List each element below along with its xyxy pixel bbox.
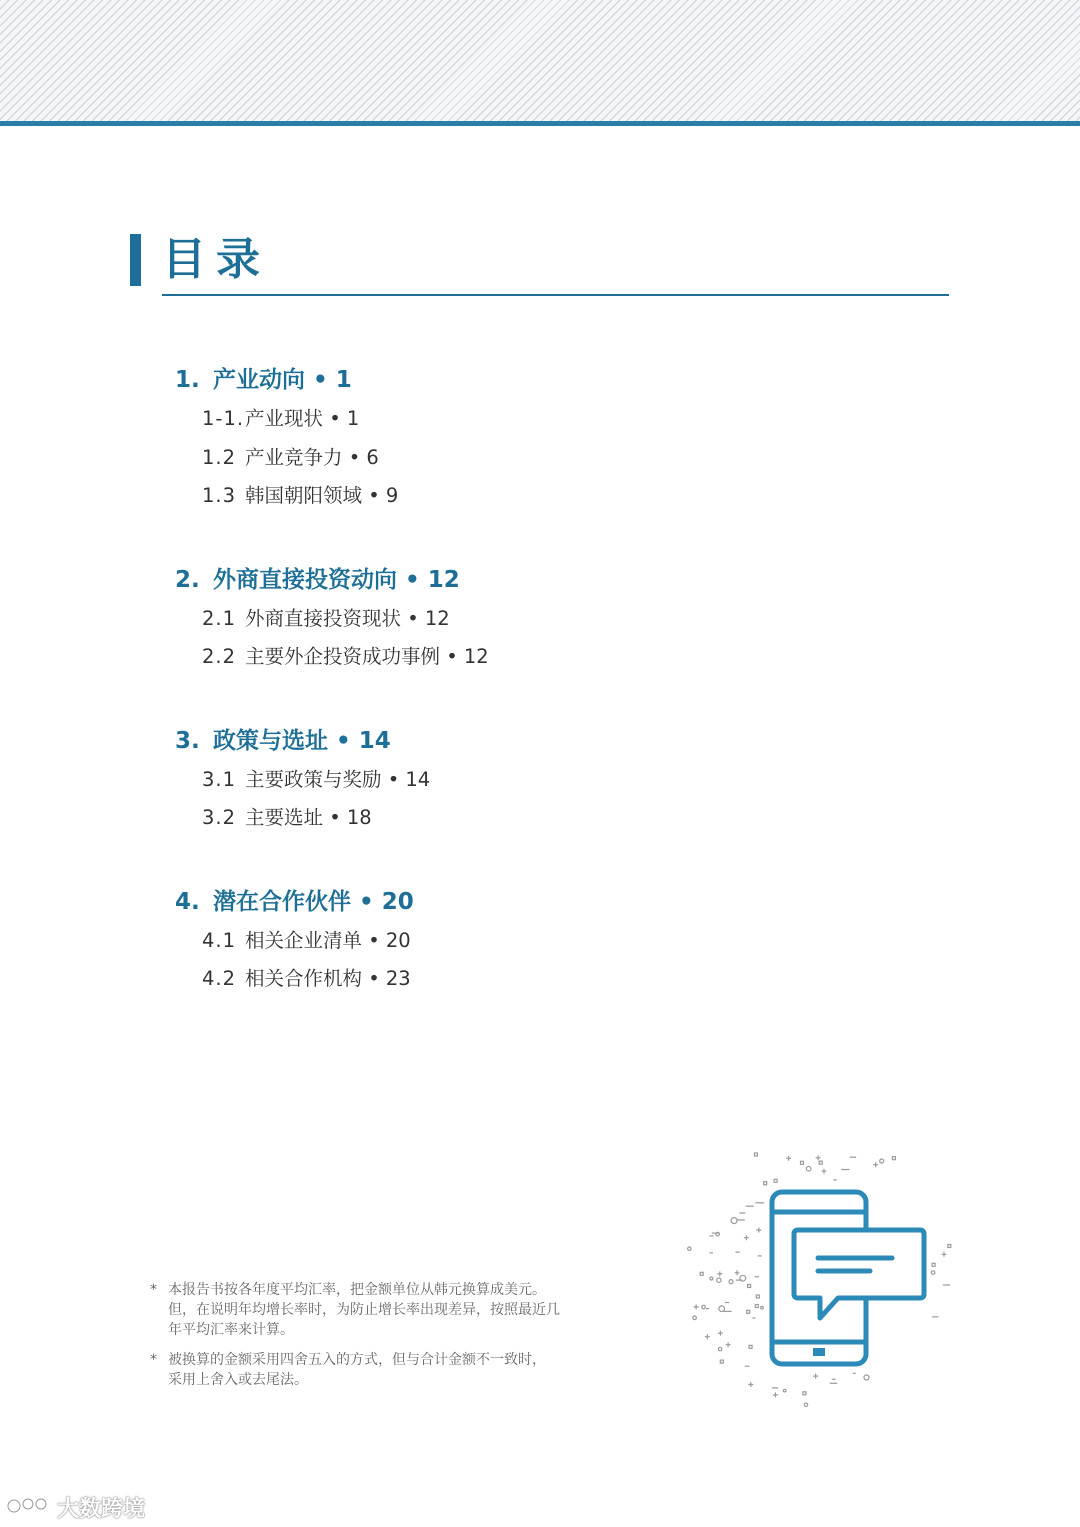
entry-number: 3.1: [202, 767, 237, 791]
entry-title: 韩国朝阳领域 • 9: [245, 484, 399, 507]
chat-bubble-icon: [794, 1230, 924, 1318]
watermark-text: 大数跨境: [57, 1497, 146, 1522]
entry-title: 主要选址 • 18: [245, 806, 372, 829]
decorative-particle: [720, 1360, 723, 1363]
footnote-line: 但，在说明年均增长率时，为防止增长率出现差异，按照最近几: [168, 1302, 560, 1318]
entry-number: 1.3: [202, 484, 237, 507]
decorative-particle: [731, 1218, 737, 1224]
decorative-particle: [726, 1342, 731, 1347]
decorative-particle: [729, 1280, 733, 1284]
decorative-particle: [702, 1305, 706, 1309]
decorative-particle: [819, 1161, 822, 1164]
footnote-marker: *: [150, 1352, 157, 1368]
entry-number: 4.2: [202, 967, 237, 990]
decorative-particle: [719, 1306, 725, 1312]
entry-number: 1.2: [202, 445, 237, 469]
decorative-particle: [705, 1334, 710, 1339]
toc-entry[interactable]: [202, 761, 875, 800]
decorative-particle: [942, 1252, 947, 1257]
decorative-particle: [748, 1382, 753, 1387]
watermark-logo-icon: [6, 1493, 50, 1523]
decorative-particle: [786, 1156, 791, 1161]
decorative-particle: [716, 1232, 720, 1236]
section-number: 4.: [175, 888, 200, 915]
section-heading[interactable]: [175, 560, 875, 600]
decorative-particle: [764, 1182, 767, 1185]
decorative-particle: [931, 1271, 935, 1275]
entry-number: 3.2: [202, 806, 237, 829]
footnote: [150, 1280, 630, 1340]
toc-entry[interactable]: [202, 799, 875, 838]
decorative-particle: [822, 1169, 827, 1174]
decorative-particle: [864, 1375, 869, 1380]
section-heading[interactable]: [175, 721, 875, 761]
decorative-particle: [804, 1403, 807, 1406]
decorative-particle: [783, 1389, 786, 1392]
entry-title: 主要外企投资成功事例 • 12: [245, 645, 489, 668]
toc-section-2: [175, 560, 875, 677]
decorative-particle: [806, 1166, 811, 1171]
decorative-particle: [803, 1392, 806, 1395]
decorative-particle: [755, 1305, 758, 1308]
table-of-contents: [175, 360, 875, 1043]
entry-number: 2.1: [202, 606, 237, 630]
decorative-particle: [748, 1285, 751, 1288]
decorative-particle: [801, 1161, 804, 1164]
home-button: [813, 1348, 825, 1356]
decorative-particle: [873, 1162, 878, 1167]
decorative-particle: [756, 1295, 759, 1298]
section-title: 外商直接投资动向 • 12: [213, 566, 460, 593]
decorative-particle: [880, 1159, 884, 1163]
toc-section-4: [175, 882, 875, 999]
section-heading[interactable]: [175, 360, 875, 400]
smartphone-chat-message-icon: [680, 1130, 960, 1415]
decorative-particle: [718, 1331, 723, 1336]
entry-number: 2.2: [202, 645, 237, 668]
smartphone-chat-illustration: [680, 1130, 960, 1415]
section-title: 政策与选址 • 14: [213, 727, 391, 754]
title-accent-bar: [130, 234, 141, 286]
decorative-particle: [756, 1228, 761, 1233]
footnote: [150, 1350, 630, 1390]
footnote-line: 年平均汇率来计算。: [168, 1322, 294, 1338]
decorative-particle: [700, 1272, 703, 1275]
toc-entry[interactable]: [202, 400, 875, 439]
toc-entry[interactable]: [202, 960, 875, 999]
footnote-line: 本报告书按各年度平均汇率，把金额单位从韩元换算成美元。: [168, 1282, 546, 1298]
section-number: 3.: [175, 727, 200, 754]
footnotes: [150, 1280, 630, 1400]
page-title: 目录: [162, 234, 270, 285]
decorative-particle: [813, 1374, 818, 1379]
entry-title: 产业竞争力 • 6: [245, 445, 379, 469]
toc-entry[interactable]: [202, 439, 875, 478]
decorative-particle: [717, 1278, 721, 1282]
toc-entry[interactable]: [202, 922, 875, 961]
decorative-particle: [754, 1153, 757, 1156]
decorative-particle: [717, 1271, 722, 1276]
toc-section-1: [175, 360, 875, 516]
decorative-particle: [735, 1270, 740, 1275]
entry-number: 1-1.: [202, 407, 245, 430]
decorative-particle: [718, 1347, 721, 1350]
section-heading[interactable]: [175, 882, 875, 922]
decorative-particle: [693, 1316, 697, 1320]
decorative-particle: [749, 1345, 752, 1348]
section-title: 潜在合作伙伴 • 20: [213, 888, 414, 915]
section-number: 1.: [175, 367, 200, 393]
title-underline: [162, 294, 949, 296]
entry-number: 4.1: [202, 928, 237, 952]
decorative-particle: [773, 1392, 778, 1397]
footnote-line: 采用上舍入或去尾法。: [168, 1372, 308, 1388]
footnote-marker: *: [150, 1282, 157, 1298]
header-rule: [0, 121, 1080, 126]
entry-title: 主要政策与奖励 • 14: [245, 767, 431, 791]
decorative-particle: [710, 1277, 713, 1280]
toc-entry[interactable]: [202, 477, 875, 516]
decorative-particle: [932, 1263, 935, 1266]
entry-title: 相关合作机构 • 23: [245, 967, 411, 990]
toc-section-3: [175, 721, 875, 838]
section-title: 产业动向 • 1: [213, 367, 352, 393]
decorative-particle: [747, 1310, 750, 1313]
toc-entry[interactable]: [202, 600, 875, 639]
entry-title: 外商直接投资现状 • 12: [245, 606, 450, 630]
footnote-line: 被换算的金额采用四舍五入的方式，但与合计金额不一致时，: [168, 1352, 546, 1368]
decorative-particle: [892, 1157, 895, 1160]
watermark: [6, 1492, 145, 1522]
section-number: 2.: [175, 566, 200, 593]
decorative-particle: [816, 1155, 821, 1160]
decorative-particle: [694, 1304, 699, 1309]
toc-entry[interactable]: [202, 638, 875, 677]
decorative-particle: [688, 1247, 691, 1250]
decorative-particle: [774, 1179, 777, 1182]
header-hatch-band: [0, 0, 1080, 122]
entry-title: 相关企业清单 • 20: [245, 928, 411, 952]
decorative-particle: [744, 1235, 749, 1240]
decorative-particle: [761, 1306, 764, 1309]
entry-title: 产业现状 • 1: [245, 407, 360, 430]
decorative-particle: [948, 1245, 951, 1248]
